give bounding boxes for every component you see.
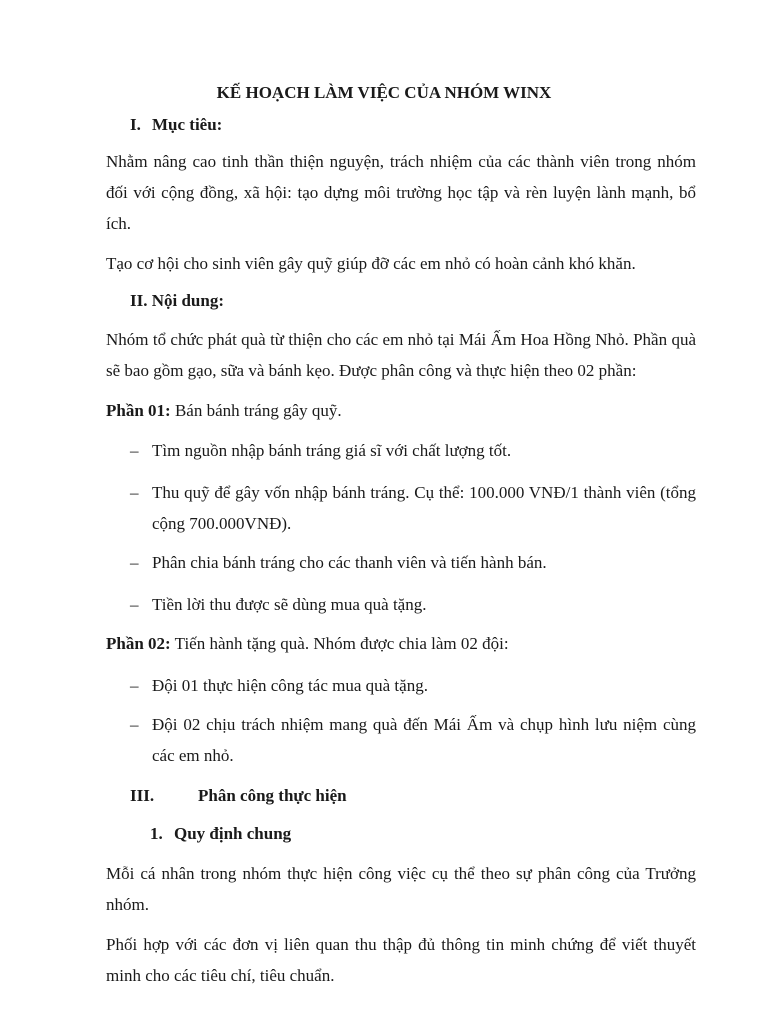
part-2-label: Phần 02: <box>106 634 171 653</box>
bullet-dash: – <box>130 676 139 695</box>
section-1-number: I. <box>130 115 141 134</box>
bullet-dash: – <box>130 553 139 572</box>
part-1-item-text: Thu quỹ để gây vốn nhập bánh tráng. Cụ thể: 100.000 VNĐ/1 thành viên (tổng cộng 700.000VNĐ). <box>152 483 696 533</box>
section-3-heading <box>130 783 347 809</box>
part-1-text: Bán bánh tráng gây quỹ. <box>170 401 342 420</box>
document-title: KẾ HOẠCH LÀM VIỆC CỦA NHÓM WINX <box>216 83 552 102</box>
section-2-heading: II. Nội dung: <box>130 291 225 310</box>
subsection-1-number: 1. <box>150 824 163 843</box>
section-1-heading <box>130 112 222 138</box>
bullet-dash: – <box>130 715 139 734</box>
section-3-paragraph-1: Mỗi cá nhân trong nhóm thực hiện công việc cụ thể theo sự phân công của Trưởng nhóm. <box>106 864 696 914</box>
part-1-line <box>106 395 696 426</box>
part-2-item <box>130 709 696 771</box>
part-1-item-text: Tiền lời thu được sẽ dùng mua quà tặng. <box>152 595 427 614</box>
part-1-label: Phần 01: <box>106 401 171 420</box>
part-1-item <box>130 547 696 578</box>
bullet-dash: – <box>130 595 139 614</box>
part-2-item-text: Đội 01 thực hiện công tác mua quà tặng. <box>152 676 428 695</box>
section-1-label: Mục tiêu: <box>152 115 223 134</box>
section-3-number: III. <box>130 786 155 805</box>
subsection-1-heading <box>150 821 291 847</box>
part-1-item <box>130 477 696 539</box>
part-2-text: Tiến hành tặng quà. Nhóm được chia làm 02 đội: <box>170 634 509 653</box>
section-1-paragraph-1: Nhằm nâng cao tinh thần thiện nguyện, trách nhiệm của các thành viên trong nhóm đối với cộng đồng, xã hội: tạo dựng môi trường học tập và rèn luyện lành mạnh, bổ ích. <box>106 152 696 233</box>
part-1-item <box>130 589 696 620</box>
section-1-paragraph-2: Tạo cơ hội cho sinh viên gây quỹ giúp đỡ các em nhỏ có hoàn cảnh khó khăn. <box>106 254 636 273</box>
bullet-dash: – <box>130 441 139 460</box>
part-1-item <box>130 435 696 466</box>
section-3-label: Phân công thực hiện <box>198 786 347 805</box>
section-3-paragraph-2: Phối hợp với các đơn vị liên quan thu thập đủ thông tin minh chứng để viết thuyết minh cho các tiêu chí, tiêu chuẩn. <box>106 935 696 985</box>
subsection-1-label: Quy định chung <box>174 824 292 843</box>
part-2-item <box>130 670 696 701</box>
part-1-item-text: Tìm nguồn nhập bánh tráng giá sĩ với chất lượng tốt. <box>152 441 512 460</box>
part-1-item-text: Phân chia bánh tráng cho các thanh viên và tiến hành bán. <box>152 553 547 572</box>
section-2-intro: Nhóm tổ chức phát quà từ thiện cho các em nhỏ tại Mái Ấm Hoa Hồng Nhỏ. Phần quà sẽ bao gồm gạo, sữa và bánh kẹo. Được phân công và thực hiện theo 02 phần: <box>106 330 696 380</box>
bullet-dash: – <box>130 483 139 502</box>
part-2-line <box>106 628 696 659</box>
part-2-item-text: Đội 02 chịu trách nhiệm mang quà đến Mái Ấm và chụp hình lưu niệm cùng các em nhỏ. <box>152 715 696 765</box>
